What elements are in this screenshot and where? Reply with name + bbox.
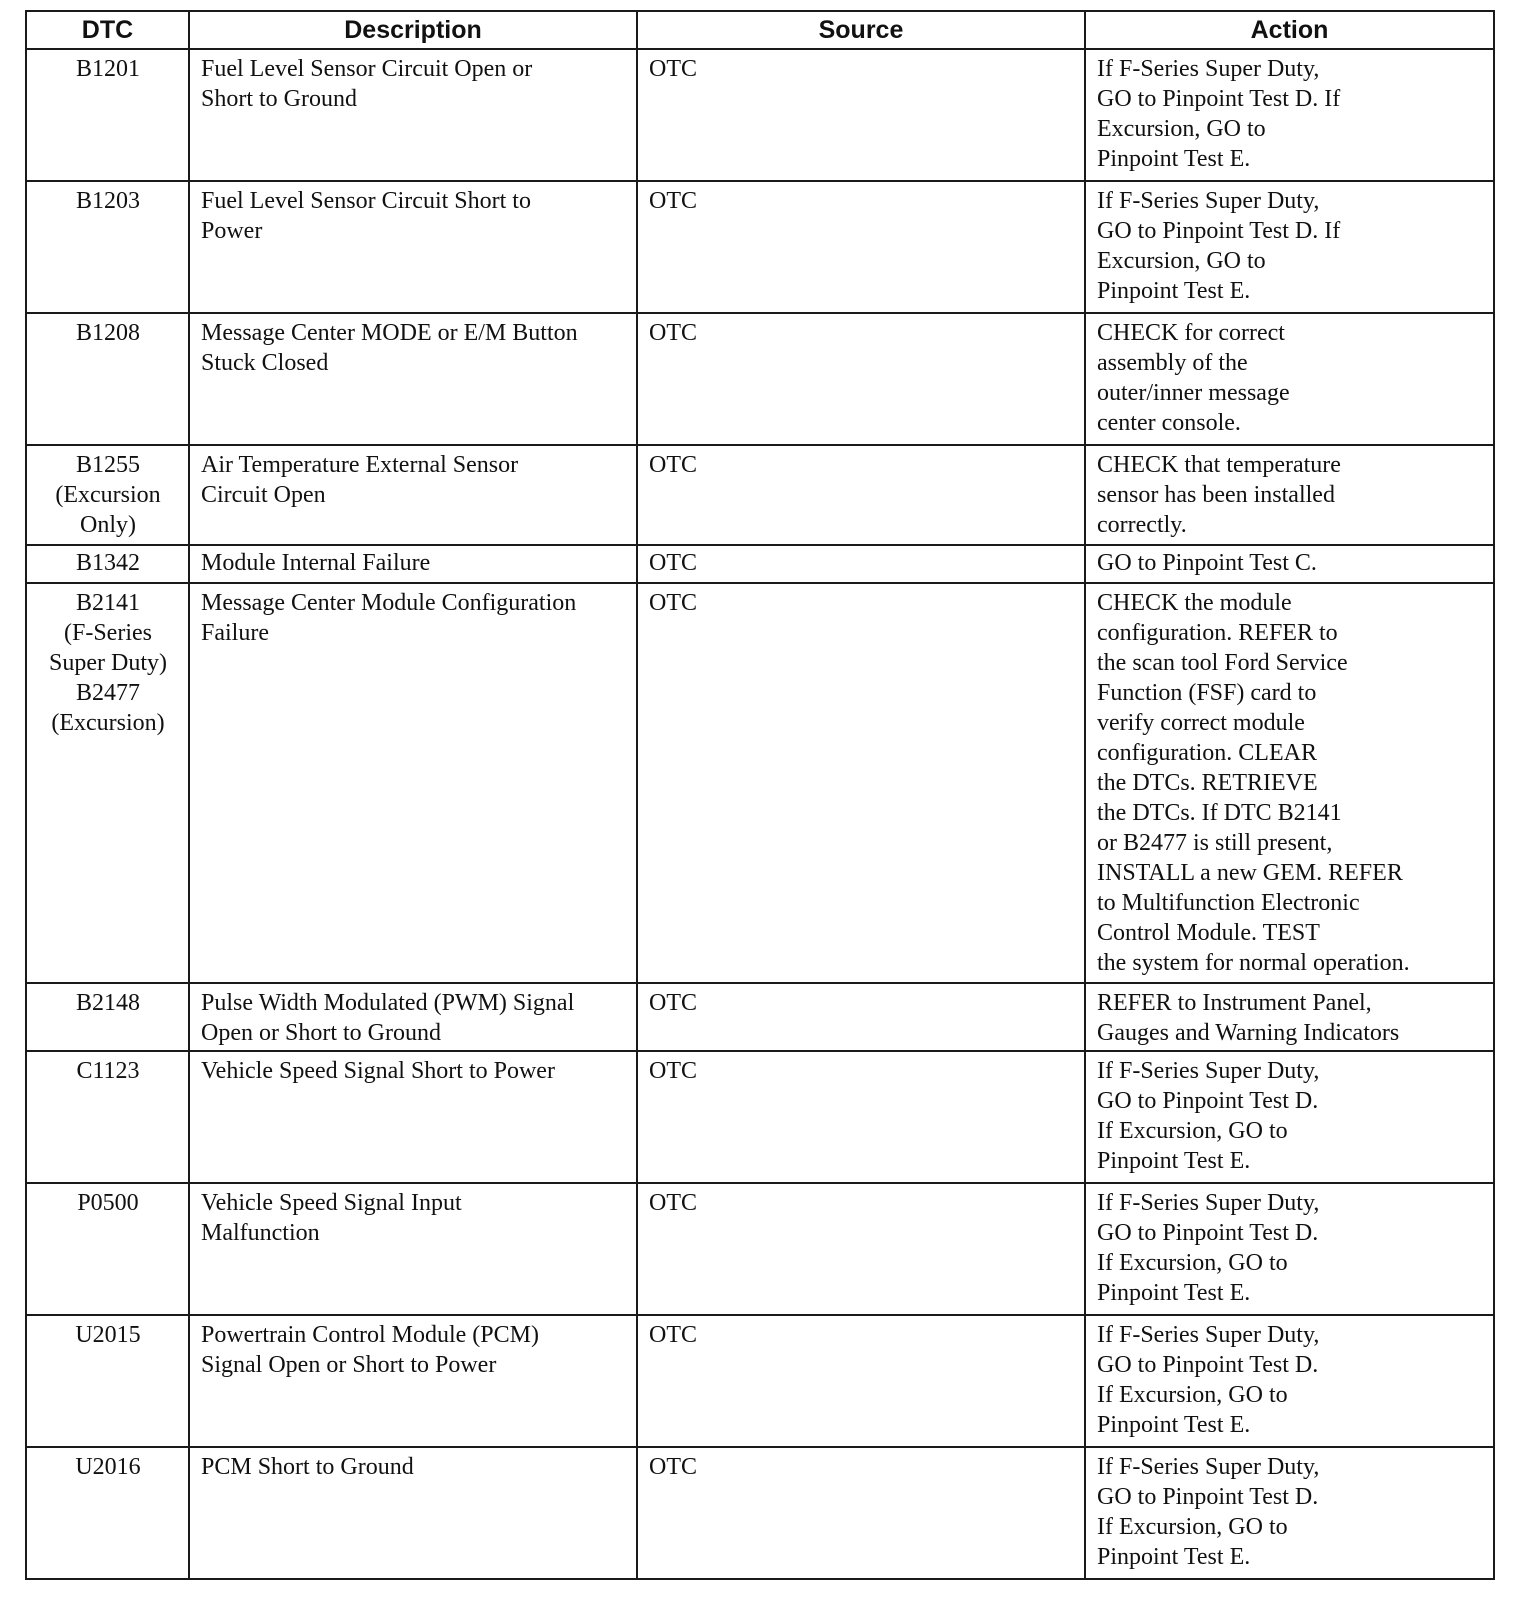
header-description: Description [189, 11, 637, 49]
dtc-code: B1255 (Excursion Only) [26, 445, 189, 545]
dtc-code: B1203 [26, 181, 189, 313]
dtc-action: CHECK the module configuration. REFER to the scan tool Ford Service Function (FSF) card to verify correct module configuration. CLEAR the DTCs. RETRIEVE the DTCs. If DTC B2141 or B2477 is still present, INSTALL a new GEM. REFER to Multifunction Electronic Control Module. TEST the system for normal operation. [1085, 583, 1494, 983]
header-dtc: DTC [26, 11, 189, 49]
dtc-source: OTC [637, 1183, 1085, 1315]
dtc-source: OTC [637, 545, 1085, 583]
dtc-source: OTC [637, 445, 1085, 545]
dtc-code: U2015 [26, 1315, 189, 1447]
dtc-source: OTC [637, 313, 1085, 445]
dtc-code: U2016 [26, 1447, 189, 1579]
table-row [26, 1051, 1494, 1183]
table-row [26, 983, 1494, 1051]
table-row [26, 445, 1494, 545]
dtc-source: OTC [637, 583, 1085, 983]
header-source: Source [637, 11, 1085, 49]
dtc-source: OTC [637, 1051, 1085, 1183]
dtc-action: CHECK for correct assembly of the outer/inner message center console. [1085, 313, 1494, 445]
table-row [26, 1315, 1494, 1447]
dtc-description: Fuel Level Sensor Circuit Short to Power [189, 181, 637, 313]
dtc-action: If F-Series Super Duty, GO to Pinpoint Test D. If Excursion, GO to Pinpoint Test E. [1085, 181, 1494, 313]
dtc-action: GO to Pinpoint Test C. [1085, 545, 1494, 583]
document-page [25, 10, 1493, 1580]
dtc-description: Message Center Module Configuration Failure [189, 583, 637, 983]
dtc-action: CHECK that temperature sensor has been installed correctly. [1085, 445, 1494, 545]
dtc-source: OTC [637, 49, 1085, 181]
table-row [26, 583, 1494, 983]
dtc-description: Message Center MODE or E/M Button Stuck Closed [189, 313, 637, 445]
dtc-action: If F-Series Super Duty, GO to Pinpoint Test D. If Excursion, GO to Pinpoint Test E. [1085, 1315, 1494, 1447]
dtc-code: B2148 [26, 983, 189, 1051]
dtc-description: Air Temperature External Sensor Circuit Open [189, 445, 637, 545]
dtc-code: B1342 [26, 545, 189, 583]
dtc-source: OTC [637, 1315, 1085, 1447]
dtc-action: If F-Series Super Duty, GO to Pinpoint Test D. If Excursion, GO to Pinpoint Test E. [1085, 1447, 1494, 1579]
dtc-description: Vehicle Speed Signal Short to Power [189, 1051, 637, 1183]
dtc-description: PCM Short to Ground [189, 1447, 637, 1579]
table-row [26, 181, 1494, 313]
dtc-action: If F-Series Super Duty, GO to Pinpoint Test D. If Excursion, GO to Pinpoint Test E. [1085, 1183, 1494, 1315]
dtc-code: B1201 [26, 49, 189, 181]
dtc-description: Vehicle Speed Signal Input Malfunction [189, 1183, 637, 1315]
dtc-code: C1123 [26, 1051, 189, 1183]
dtc-source: OTC [637, 181, 1085, 313]
table-row [26, 49, 1494, 181]
dtc-action: REFER to Instrument Panel, Gauges and Warning Indicators [1085, 983, 1494, 1051]
dtc-description: Pulse Width Modulated (PWM) Signal Open or Short to Ground [189, 983, 637, 1051]
dtc-source: OTC [637, 983, 1085, 1051]
table-row [26, 1183, 1494, 1315]
dtc-table [25, 10, 1495, 1580]
dtc-action: If F-Series Super Duty, GO to Pinpoint Test D. If Excursion, GO to Pinpoint Test E. [1085, 1051, 1494, 1183]
dtc-description: Module Internal Failure [189, 545, 637, 583]
dtc-description: Powertrain Control Module (PCM) Signal Open or Short to Power [189, 1315, 637, 1447]
table-row [26, 1447, 1494, 1579]
dtc-code: B1208 [26, 313, 189, 445]
dtc-code: B2141 (F-Series Super Duty) B2477 (Excursion) [26, 583, 189, 983]
table-row [26, 545, 1494, 583]
table-row [26, 313, 1494, 445]
header-row [26, 11, 1494, 49]
header-action: Action [1085, 11, 1494, 49]
dtc-action: If F-Series Super Duty, GO to Pinpoint Test D. If Excursion, GO to Pinpoint Test E. [1085, 49, 1494, 181]
dtc-code: P0500 [26, 1183, 189, 1315]
dtc-source: OTC [637, 1447, 1085, 1579]
dtc-description: Fuel Level Sensor Circuit Open or Short to Ground [189, 49, 637, 181]
